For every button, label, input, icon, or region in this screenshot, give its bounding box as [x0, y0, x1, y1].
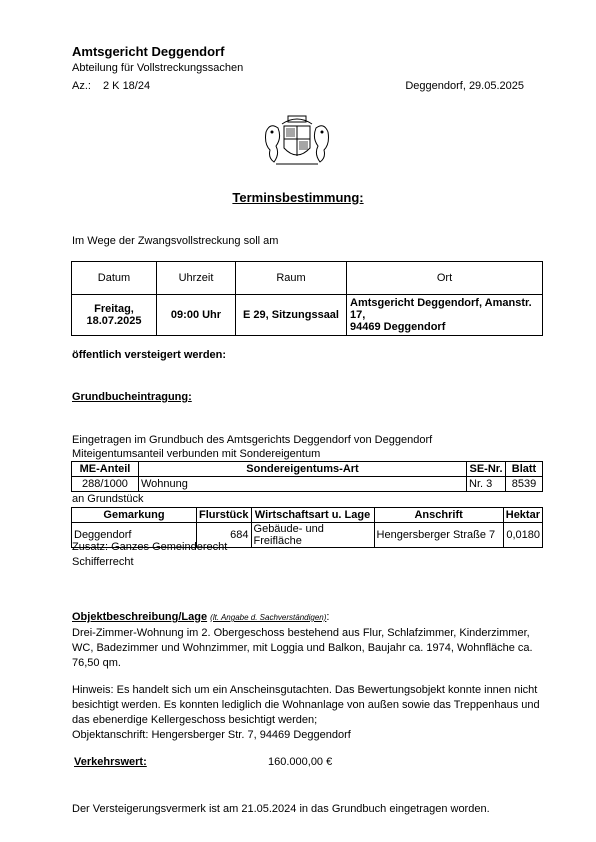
date-cell: [72, 295, 157, 336]
object-heading-source: (lt. Angabe d. Sachverständigen): [210, 613, 327, 622]
object-description: Drei-Zimmer-Wohnung im 2. Obergeschoss bestehend aus Flur, Schlafzimmer, Kinderzimmer, WC, Badezimmer und Wohnzimmer, mit Loggia und Balkon, Baujahr ca. 1974, Wohnfläche ca. 76,50 qm.: [72, 627, 533, 669]
hint-text: Hinweis: Es handelt sich um ein Anscheinsgutachten. Das Bewertungsobjekt konnte innen nicht besichtigt werden. Es konnten lediglich die Wohnanlage von außen sowie das Treppenhaus und das ebenerdige Kellergeschoss besichtigt werden;: [72, 684, 540, 726]
land-register-line: Eingetragen im Grundbuch des Amtsgerichts Deggendorf von Deggendorf: [72, 434, 433, 446]
table-cell: 0,0180: [503, 523, 542, 548]
document-title: Terminsbestimmung:: [232, 190, 364, 205]
header-cell: Uhrzeit: [157, 262, 236, 295]
place-cell: [347, 295, 543, 336]
table-cell: 288/1000: [72, 477, 139, 492]
plot-label: an Grundstück: [72, 493, 144, 505]
object-hint: [72, 683, 544, 743]
header-cell: Datum: [72, 262, 157, 295]
header-cell: ME-Anteil: [72, 462, 139, 477]
header-cell: Raum: [236, 262, 347, 295]
market-value-label: Verkehrswert:: [74, 756, 147, 768]
footer-note: Der Versteigerungsvermerk ist am 21.05.2024 in das Grundbuch eingetragen worden.: [72, 803, 490, 815]
header-cell: Sondereigentums-Art: [139, 462, 467, 477]
department: Abteilung für Vollstreckungssachen: [72, 62, 244, 74]
time-cell: 09:00 Uhr: [157, 295, 236, 336]
auction-text: öffentlich versteigert werden:: [72, 349, 227, 361]
object-address: Objektanschrift: Hengersberger Str. 7, 94469 Deggendorf: [72, 729, 351, 741]
table-row: [72, 508, 543, 523]
table-cell: Wohnung: [139, 477, 467, 492]
header-cell: Gemarkung: [72, 508, 197, 523]
header-cell: Wirtschaftsart u. Lage: [251, 508, 374, 523]
table-cell: Deggendorf: [72, 523, 197, 548]
addendum: Schifferrecht: [72, 556, 134, 568]
header-cell: SE-Nr.: [467, 462, 506, 477]
schedule-table: [71, 261, 543, 336]
addendum: Zusatz: Ganzes Gemeinderecht: [72, 541, 228, 553]
ownership-table: [71, 461, 543, 492]
object-heading: [72, 611, 329, 623]
land-register-heading: Grundbucheintragung:: [72, 391, 192, 403]
table-row: [72, 477, 543, 492]
table-cell: Nr. 3: [467, 477, 506, 492]
table-row: [72, 295, 543, 336]
object-heading-colon: :: [326, 611, 330, 623]
header-cell: Ort: [347, 262, 543, 295]
place-line: Amtsgericht Deggendorf, Amanstr. 17,: [350, 297, 532, 321]
header-cell: Flurstück: [197, 508, 252, 523]
intro-text: Im Wege der Zwangsvollstreckung soll am: [72, 235, 279, 247]
date-weekday: Freitag,: [94, 303, 134, 315]
place-line: 94469 Deggendorf: [350, 321, 446, 333]
object-heading-title: Objektbeschreibung/Lage: [72, 611, 208, 623]
header-cell: Blatt: [506, 462, 543, 477]
case-number: 2 K 18/24: [103, 80, 151, 92]
header-cell: Anschrift: [374, 508, 503, 523]
room-cell: E 29, Sitzungssaal: [236, 295, 347, 336]
case-number-label: Az.:: [72, 80, 91, 92]
court-name: Amtsgericht Deggendorf: [72, 44, 225, 59]
land-register-line: Miteigentumsanteil verbunden mit Sondereigentum: [72, 448, 321, 460]
place-date: Deggendorf, 29.05.2025: [405, 80, 524, 92]
table-cell: Gebäude- und Freifläche: [251, 523, 374, 548]
coat-of-arms-icon: [262, 112, 332, 170]
table-cell: 8539: [506, 477, 543, 492]
market-value: 160.000,00 €: [268, 756, 333, 768]
table-cell: Hengersberger Straße 7: [374, 523, 503, 548]
table-row: [72, 462, 543, 477]
header-cell: Hektar: [503, 508, 542, 523]
date-value: 18.07.2025: [86, 315, 142, 327]
table-cell: 684: [197, 523, 252, 548]
table-row: [72, 262, 543, 295]
